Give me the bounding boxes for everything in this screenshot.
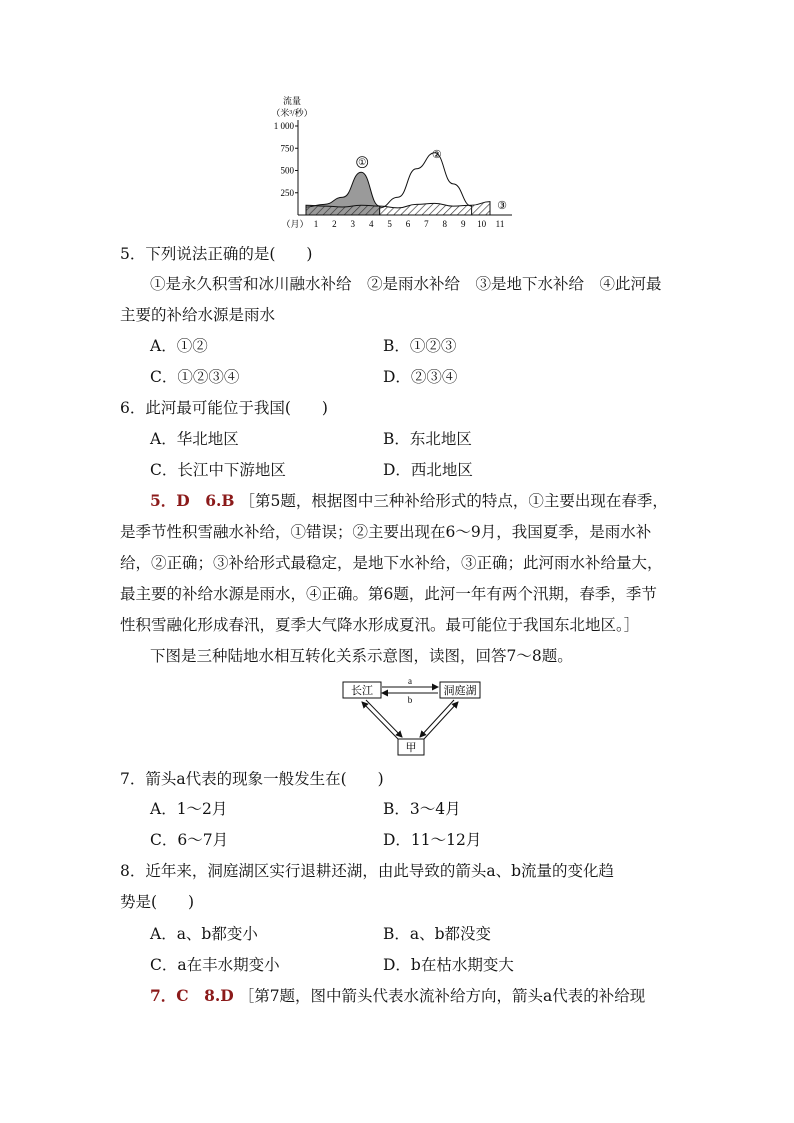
q5-body-line2: 主要的补给水源是雨水 bbox=[120, 306, 276, 324]
q6-option-c: C．长江中下游地区 bbox=[150, 461, 286, 479]
q8-option-a: A．a、b都变小 bbox=[150, 925, 258, 943]
q8-option-c: C．a在丰水期变小 bbox=[150, 956, 280, 974]
q8-stem-line1: 8．近年来，洞庭湖区实行退耕还湖，由此导致的箭头a、b流量的变化趋 bbox=[120, 862, 615, 880]
x-tick-label: 9 bbox=[460, 219, 466, 229]
x-tick-label: 3 bbox=[350, 219, 356, 229]
y-tick-label: 1 000 bbox=[273, 121, 294, 131]
node-dongting-label: 洞庭湖 bbox=[443, 685, 477, 697]
q6-option-d: D．西北地区 bbox=[383, 461, 473, 479]
answer-5-6-text1: ［第5题，根据图中三种补给形式的特点，①主要出现在春季， bbox=[239, 492, 668, 510]
q8-option-b: B．a、b都没变 bbox=[383, 925, 492, 943]
x-tick-label: 6 bbox=[405, 219, 411, 229]
x-axis-unit: （月） bbox=[281, 219, 309, 229]
q7-option-a: A．1～2月 bbox=[150, 800, 228, 818]
arrow-jia-to-cj bbox=[362, 702, 398, 739]
y-axis-label-line2: （米³/秒） bbox=[271, 108, 313, 118]
q6-stem: 6．此河最可能位于我国( ) bbox=[120, 399, 328, 417]
q7-option-d: D．11～12月 bbox=[383, 831, 482, 849]
q7-stem: 7．箭头a代表的现象一般发生在( ) bbox=[120, 770, 384, 788]
answer-5-6-line2: 是季节性积雪融水补给，①错误；②主要出现在6～9月，我国夏季，是雨水补 bbox=[120, 523, 652, 541]
node-changjiang-label: 长江 bbox=[351, 685, 373, 697]
x-tick-label: 11 bbox=[495, 219, 505, 229]
arrow-a-label: a bbox=[408, 676, 412, 686]
x-tick-label: 7 bbox=[424, 219, 429, 229]
x-tick-label: 5 bbox=[387, 219, 392, 229]
x-tick-label: 1 bbox=[313, 219, 319, 229]
answer-5-6-line1 bbox=[150, 491, 710, 511]
y-tick-label: 500 bbox=[280, 165, 294, 176]
series-2-label: ② bbox=[431, 149, 442, 162]
q7-option-c: C．6～7月 bbox=[150, 831, 229, 849]
q8-option-d: D．b在枯水期变大 bbox=[383, 956, 514, 974]
answer-5-6-key: 5．D 6.B bbox=[150, 491, 235, 510]
q6-option-b: B．东北地区 bbox=[383, 430, 472, 448]
q5-option-a: A．①② bbox=[150, 337, 208, 355]
q6-option-a: A．华北地区 bbox=[150, 430, 239, 448]
y-axis-label-line1: 流量 bbox=[282, 96, 302, 106]
intro-7-8: 下图是三种陆地水相互转化关系示意图，读图，回答7～8题。 bbox=[150, 647, 573, 665]
arrow-dt-to-jia bbox=[420, 700, 454, 737]
node-jia-label: 甲 bbox=[405, 742, 417, 754]
q5-option-c: C．①②③④ bbox=[150, 368, 240, 386]
q8-stem-line2: 势是( ) bbox=[120, 893, 195, 911]
answer-7-8-key: 7．C 8.D bbox=[150, 986, 234, 1005]
x-tick-label: 2 bbox=[332, 219, 337, 229]
arrow-cj-to-jia bbox=[366, 700, 402, 737]
answer-5-6-line3: 给，②正确；③补给形式最稳定，是地下水补给，③正确；此河雨水补给量大， bbox=[120, 554, 663, 572]
series-1-label: ① bbox=[358, 157, 367, 168]
answer-7-8-line1 bbox=[150, 986, 710, 1006]
x-tick-label: 8 bbox=[442, 219, 448, 229]
q5-body-line1: ①是永久积雪和冰川融水补给 ②是雨水补给 ③是地下水补给 ④此河最 bbox=[150, 275, 662, 293]
q7-option-b: B．3～4月 bbox=[383, 800, 461, 818]
q5-stem: 5．下列说法正确的是( ) bbox=[120, 245, 313, 263]
river-discharge-chart bbox=[0, 0, 794, 240]
water-transformation-diagram bbox=[330, 673, 530, 758]
q5-option-d: D．②③④ bbox=[383, 368, 458, 386]
answer-5-6-line4: 最主要的补给水源是雨水，④正确。第6题，此河一年有两个汛期，春季，季节 bbox=[120, 585, 657, 603]
arrow-jia-to-dt bbox=[424, 702, 458, 739]
y-tick-label: 750 bbox=[280, 143, 294, 154]
y-tick-label: 250 bbox=[280, 187, 294, 198]
arrow-b-label: b bbox=[407, 695, 413, 705]
q5-option-b: B．①②③ bbox=[383, 337, 457, 355]
answer-7-8-text1: ［第7题，图中箭头代表水流补给方向，箭头a代表的补给现 bbox=[238, 987, 646, 1005]
x-tick-label: 10 bbox=[477, 219, 487, 229]
answer-5-6-line5: 性积雪融化形成春汛，夏季大气降水形成夏汛。最可能位于我国东北地区。］ bbox=[120, 616, 640, 634]
x-tick-label: 4 bbox=[368, 219, 374, 229]
series-3-label: ③ bbox=[497, 199, 507, 212]
